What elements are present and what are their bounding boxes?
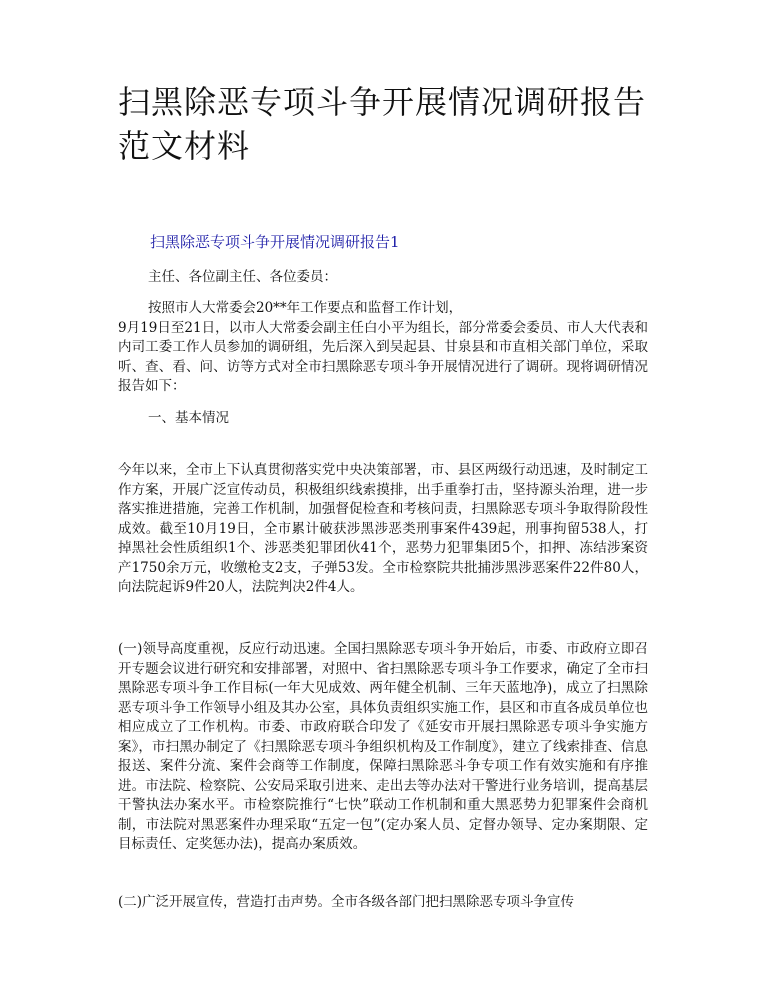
intro-paragraph xyxy=(118,299,648,397)
section-basic-body: 今年以来，全市上下认真贯彻落实党中央决策部署，市、县区两级行动迅速，及时制定工作方案，开展广泛宣传动员，积极组织线索摸排，出手重拳打击，坚持源头治理，进一步落实推进措施，完善工作机制，加强督促检查和考核问责，扫黑除恶专项斗争取得阶段性成效。截至10月19日，全市累计破获涉黑涉恶类刑事案件439起，刑事拘留538人，打掉黑社会性质组织1个、涉恶类犯罪团伙41个，恶势力犯罪集团5个，扣押、冻结涉案资产1750余万元，收缴枪支2支，子弹53发。全市检察院共批捕涉黑涉恶案件22件80人，向法院起诉9件20人，法院判决2件4人。 xyxy=(118,462,648,595)
salutation: 主任、各位副主任、各位委员： xyxy=(148,269,337,285)
intro-first-line: 按照市人大常委会20**年工作要点和监督工作计划， xyxy=(148,300,463,316)
point-two-paragraph: (二)广泛开展宣传，营造打击声势。全市各级各部门把扫黑除恶专项斗争宣传 xyxy=(118,894,575,910)
report-subtitle: 扫黑除恶专项斗争开展情况调研报告1 xyxy=(150,233,400,251)
point-one-paragraph: (一)领导高度重视，反应行动迅速。全国扫黑除恶专项斗争开始后，市委、市政府立即召开专题会议进行研究和安排部署，对照中、省扫黑除恶专项斗争工作要求，确定了全市扫黑除恶专项斗争工作目标(一年大见成效、两年健全机制、三年天蓝地净)，成立了扫黑除恶专项斗争工作领导小组及其办公室，具体负责组织实施工作，县区和市直各成员单位也相应成立了工作机构。市委、市政府联合印发了《延安市开展扫黑除恶专项斗争实施方案》，市扫黑办制定了《扫黑除恶专项斗争组织机构及工作制度》，建立了线索排查、信息报送、案件分流、案件会商等工作制度，保障扫黑除恶斗争专项工作有效实施和有序推进。市法院、检察院、公安局采取引进来、走出去等办法对干警进行业务培训，提高基层干警执法办案水平。市检察院推行“七快”联动工作机制和重大黑恶势力犯罪案件会商机制，市法院对黑恶案件办理采取“五定一包”(定办案人员、定督办领导、定办案期限、定目标责任、定奖惩办法)，提高办案质效。 xyxy=(118,641,648,852)
document-title: 扫黑除恶专项斗争开展情况调研报告范文材料 xyxy=(118,83,647,165)
intro-body: 9月19日至21日，以市人大常委会副主任白小平为组长，部分常委会委员、市人大代表和内司工委工作人员参加的调研组，先后深入到吴起县、甘泉县和市直相关部门单位，采取听、查、看、问、访等方式对全市扫黑除恶专项斗争开展情况进行了调研。现将调研情况报告如下： xyxy=(118,319,648,394)
section-heading-basic: 一、基本情况 xyxy=(148,410,229,426)
